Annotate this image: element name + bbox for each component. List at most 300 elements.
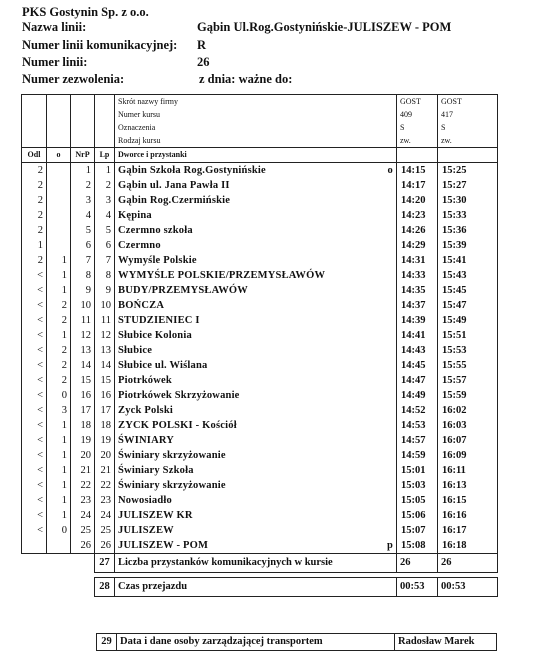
stop-name-cell [115,493,397,508]
col-odl: Odl [22,148,47,163]
stop-distance: < [22,283,47,298]
footer-number: 29 [97,634,117,651]
stop-time-course2: 15:41 [438,253,498,268]
stop-name: Czermno szkoła [118,225,193,236]
stop-row [22,223,498,238]
stop-row [22,373,498,388]
stop-lp: 14 [95,358,115,373]
stop-row [22,208,498,223]
stop-distance: < [22,493,47,508]
company-name: PKS Gostynin Sp. z o.o. [22,5,149,19]
stop-o: 1 [47,283,71,298]
meta-course2-value: S [438,121,498,134]
stop-row [22,448,498,463]
stop-time-course1: 14:53 [397,418,438,433]
stop-name: BOŃCZA [118,300,165,311]
stop-name: Słubice [118,345,153,356]
stop-distance: < [22,268,47,283]
stop-time-course1: 14:57 [397,433,438,448]
stop-o [47,178,71,193]
stop-name: WYMYŚLE POLSKIE/PRZEMYSŁAWÓW [118,270,326,281]
stop-nrp: 19 [71,433,95,448]
stop-o: 2 [47,313,71,328]
manager-footer [96,633,497,651]
stop-time-course1: 15:06 [397,508,438,523]
stop-time-course1: 14:35 [397,283,438,298]
stop-distance: < [22,523,47,538]
stop-lp: 5 [95,223,115,238]
stop-distance: < [22,358,47,373]
stop-time-course2: 15:33 [438,208,498,223]
meta-blank-cell [95,108,115,121]
stop-lp: 8 [95,268,115,283]
stop-time-course1: 14:41 [397,328,438,343]
col-nrp: NrP [71,148,95,163]
stop-time-course2: 15:49 [438,313,498,328]
stop-time-course2: 16:17 [438,523,498,538]
meta-blank-cell [47,121,71,134]
stop-name: Słubice ul. Wiślana [118,360,208,371]
stop-row [22,403,498,418]
stop-o: 1 [47,508,71,523]
meta-blank-cell [22,134,47,148]
timetable-stops [22,163,498,554]
stop-nrp: 6 [71,238,95,253]
stop-name-cell [115,388,397,403]
stop-time-course1: 14:39 [397,313,438,328]
stop-distance: < [22,343,47,358]
stop-distance: < [22,373,47,388]
stop-name-cell [115,373,397,388]
stop-distance: 2 [22,223,47,238]
meta-course1-value: GOST [397,95,438,109]
meta-blank-cell [47,134,71,148]
meta-course2-value: zw. [438,134,498,148]
stop-time-course1: 14:26 [397,223,438,238]
col-lp: Lp [95,148,115,163]
meta-course1-value: 409 [397,108,438,121]
stop-time-course2: 16:13 [438,478,498,493]
stop-time-course1: 14:52 [397,403,438,418]
stop-time-course2: 16:11 [438,463,498,478]
stop-name: JULISZEW [118,525,174,536]
stop-lp: 20 [95,448,115,463]
stop-o [47,208,71,223]
stop-row [22,478,498,493]
stop-time-course1: 14:20 [397,193,438,208]
meta-course2-value: 417 [438,108,498,121]
stop-name: JULISZEW - POM [118,540,209,551]
stop-o: 1 [47,493,71,508]
stop-distance: < [22,388,47,403]
meta-course2-value: GOST [438,95,498,109]
stop-time-course2: 15:45 [438,283,498,298]
stop-nrp: 7 [71,253,95,268]
stop-row [22,178,498,193]
stop-nrp: 17 [71,403,95,418]
meta-blank-cell [71,95,95,109]
stop-o: 1 [47,328,71,343]
stop-time-course2: 15:53 [438,343,498,358]
stop-o: 2 [47,298,71,313]
stop-name-cell [115,223,397,238]
timetable-summary [22,554,498,597]
stop-name: Kępina [118,210,152,221]
stop-lp: 24 [95,508,115,523]
travel-time-label: Czas przejazdu [115,578,397,597]
stop-time-course2: 15:59 [438,388,498,403]
stop-nrp: 18 [71,418,95,433]
stop-name: Świniary skrzyżowanie [118,480,226,491]
meta-row [22,134,498,148]
stop-distance: 2 [22,178,47,193]
stop-name-cell [115,433,397,448]
stop-name-cell [115,313,397,328]
stop-o: 1 [47,418,71,433]
stop-count-course2: 26 [438,554,498,573]
stop-time-course1: 15:07 [397,523,438,538]
stop-distance: < [22,328,47,343]
stop-row [22,358,498,373]
stop-nrp: 21 [71,463,95,478]
stop-nrp: 24 [71,508,95,523]
stop-time-course2: 15:30 [438,193,498,208]
stop-name: Wymyśle Polskie [118,255,197,266]
stop-o: 0 [47,388,71,403]
meta-blank-cell [95,134,115,148]
stop-name: Zyck Polski [118,405,174,416]
meta-blank-cell [22,95,47,109]
stop-mark: p [386,540,393,551]
timetable-column-header [22,148,498,163]
stop-time-course1: 15:05 [397,493,438,508]
stop-name-cell [115,523,397,538]
stop-distance [22,538,47,554]
meta-blank-cell [71,134,95,148]
stop-time-course2: 15:55 [438,358,498,373]
stop-time-course2: 15:51 [438,328,498,343]
meta-course1-value: S [397,121,438,134]
stop-lp: 17 [95,403,115,418]
stop-row [22,508,498,523]
stop-nrp: 3 [71,193,95,208]
stop-time-course1: 14:45 [397,358,438,373]
meta-label: Rodzaj kursu [115,134,397,148]
stop-o: 2 [47,358,71,373]
meta-blank-cell [95,95,115,109]
meta-row [22,108,498,121]
stop-name-cell [115,238,397,253]
stop-time-course2: 15:39 [438,238,498,253]
stop-lp: 15 [95,373,115,388]
stop-o: 1 [47,253,71,268]
stop-lp: 22 [95,478,115,493]
travel-time-course2: 00:53 [438,578,498,597]
meta-blank-cell [71,121,95,134]
stop-time-course1: 14:43 [397,343,438,358]
stop-time-course2: 15:25 [438,163,498,179]
stop-name: Świniary skrzyżowanie [118,450,226,461]
stop-o: 2 [47,343,71,358]
stop-time-course2: 16:18 [438,538,498,554]
stop-name-cell [115,343,397,358]
line-name-value: Gąbin Ul.Rog.Gostynińskie-JULISZEW - POM [197,20,452,34]
stop-distance: < [22,508,47,523]
travel-time-number: 28 [95,578,115,597]
stop-nrp: 22 [71,478,95,493]
meta-label: Numer kursu [115,108,397,121]
stop-distance: < [22,478,47,493]
timetable-meta [22,95,498,148]
stop-distance: 1 [22,238,47,253]
stop-lp: 6 [95,238,115,253]
stop-lp: 11 [95,313,115,328]
meta-blank-cell [22,121,47,134]
stop-nrp: 1 [71,163,95,179]
stop-name-cell [115,478,397,493]
stop-lp: 2 [95,178,115,193]
stop-distance: < [22,313,47,328]
stop-lp: 12 [95,328,115,343]
stop-o: 0 [47,523,71,538]
stop-lp: 4 [95,208,115,223]
stop-name-cell [115,163,397,179]
stop-time-course1: 15:01 [397,463,438,478]
stop-nrp: 9 [71,283,95,298]
stop-lp: 10 [95,298,115,313]
meta-course1-value: zw. [397,134,438,148]
stop-distance: < [22,448,47,463]
stop-distance: < [22,298,47,313]
stop-row [22,193,498,208]
stop-name: ZYCK POLSKI - Kościół [118,420,237,431]
stop-row [22,493,498,508]
stop-name: ŚWINIARY [118,435,175,446]
stop-distance: < [22,433,47,448]
stop-o [47,193,71,208]
stop-distance: 2 [22,253,47,268]
stop-time-course1: 15:08 [397,538,438,554]
meta-row [22,95,498,109]
meta-blank-cell [22,108,47,121]
stop-name: Gąbin Rog.Czermińskie [118,195,231,206]
stop-time-course2: 16:02 [438,403,498,418]
stop-name: JULISZEW KR [118,510,193,521]
stop-o: 3 [47,403,71,418]
stop-row [22,538,498,554]
stop-time-course1: 14:23 [397,208,438,223]
stop-time-course1: 14:31 [397,253,438,268]
stop-nrp: 10 [71,298,95,313]
stop-row [22,388,498,403]
line-number-label: Numer linii: [22,55,88,69]
stop-name-cell [115,253,397,268]
stop-name-cell [115,508,397,523]
stop-count-course1: 26 [397,554,438,573]
stop-lp: 16 [95,388,115,403]
line-number-value: 26 [197,55,210,69]
stop-o: 1 [47,478,71,493]
summary-blank-2 [22,578,95,597]
permit-label: Numer zezwolenia: [22,72,125,86]
stop-nrp: 11 [71,313,95,328]
stop-name-cell [115,418,397,433]
stop-distance: 2 [22,193,47,208]
stop-count-number: 27 [95,554,115,573]
stop-o [47,538,71,554]
col-stops: Dworce i przystanki [115,148,397,163]
summary-blank [22,554,95,573]
col-o: o [47,148,71,163]
stop-o: 1 [47,448,71,463]
stop-name-cell [115,298,397,313]
stop-lp: 1 [95,163,115,179]
stop-o: 1 [47,433,71,448]
stop-distance: 2 [22,163,47,179]
stop-row [22,418,498,433]
stop-time-course2: 16:07 [438,433,498,448]
stop-time-course2: 15:36 [438,223,498,238]
stop-row [22,463,498,478]
stop-row [22,313,498,328]
stop-time-course1: 14:49 [397,388,438,403]
col-course2-blank [438,148,498,163]
stop-lp: 3 [95,193,115,208]
stop-time-course1: 15:03 [397,478,438,493]
stop-name: Gąbin ul. Jana Pawła II [118,180,230,191]
meta-blank-cell [95,121,115,134]
stop-time-course2: 15:47 [438,298,498,313]
stop-o: 1 [47,268,71,283]
stop-lp: 7 [95,253,115,268]
stop-time-course2: 15:57 [438,373,498,388]
stop-time-course2: 15:43 [438,268,498,283]
meta-label: Skrót nazwy firmy [115,95,397,109]
stop-time-course1: 14:15 [397,163,438,179]
stop-count-label: Liczba przystanków komunikacyjnych w kursie [115,554,397,573]
stop-lp: 21 [95,463,115,478]
stop-o: 1 [47,463,71,478]
stop-name-cell [115,403,397,418]
stop-time-course1: 14:33 [397,268,438,283]
stop-name-cell [115,193,397,208]
stop-nrp: 15 [71,373,95,388]
stop-nrp: 25 [71,523,95,538]
stop-row [22,238,498,253]
stop-name-cell [115,358,397,373]
stop-time-course1: 14:59 [397,448,438,463]
col-course1-blank [397,148,438,163]
meta-blank-cell [47,95,71,109]
stop-nrp: 13 [71,343,95,358]
stop-time-course2: 16:03 [438,418,498,433]
stop-name: Słubice Kolonia [118,330,192,341]
stop-distance: < [22,403,47,418]
stop-row [22,523,498,538]
stop-name-cell [115,208,397,223]
stop-row [22,298,498,313]
stop-name-cell [115,448,397,463]
stop-time-course1: 14:29 [397,238,438,253]
stop-name-cell [115,268,397,283]
stop-row [22,283,498,298]
line-name-label: Nazwa linii: [22,20,87,34]
stop-lp: 25 [95,523,115,538]
stop-name-cell [115,538,397,554]
stop-lp: 18 [95,418,115,433]
stop-nrp: 16 [71,388,95,403]
meta-row [22,121,498,134]
stop-lp: 23 [95,493,115,508]
comm-line-number-label: Numer linii komunikacyjnej: [22,38,178,52]
stop-time-course1: 14:17 [397,178,438,193]
stop-lp: 19 [95,433,115,448]
stop-name: STUDZIENIEC I [118,315,200,326]
stop-nrp: 23 [71,493,95,508]
stop-o [47,238,71,253]
meta-label: Oznaczenia [115,121,397,134]
stop-o: 2 [47,373,71,388]
stop-name: Nowosiadło [118,495,172,506]
stop-name: Gąbin Szkoła Rog.Gostynińskie [118,165,266,176]
stop-distance: < [22,418,47,433]
stop-name: BUDY/PRZEMYSŁAWÓW [118,285,248,296]
stop-nrp: 12 [71,328,95,343]
footer-manager-name: Radosław Marek [395,634,497,651]
stop-nrp: 26 [71,538,95,554]
stop-row [22,328,498,343]
stop-lp: 9 [95,283,115,298]
stop-nrp: 5 [71,223,95,238]
stop-time-course2: 16:15 [438,493,498,508]
stop-name-cell [115,463,397,478]
stop-distance: < [22,463,47,478]
stop-lp: 26 [95,538,115,554]
stop-nrp: 8 [71,268,95,283]
stop-distance: 2 [22,208,47,223]
stop-name: Piotrkówek [118,375,172,386]
stop-name: Świniary Szkoła [118,465,194,476]
stop-time-course1: 14:47 [397,373,438,388]
stop-time-course2: 16:09 [438,448,498,463]
stop-nrp: 4 [71,208,95,223]
stop-name: Piotrkówek Skrzyżowanie [118,390,240,401]
stop-lp: 13 [95,343,115,358]
meta-blank-cell [47,108,71,121]
stop-mark: o [387,165,393,176]
stop-row [22,253,498,268]
stop-time-course2: 16:16 [438,508,498,523]
travel-time-course1: 00:53 [397,578,438,597]
stop-row [22,433,498,448]
permit-dates: z dnia: ważne do: [199,72,293,86]
stop-row [22,268,498,283]
stop-name-cell [115,328,397,343]
stop-row [22,163,498,179]
stop-o [47,223,71,238]
stop-o [47,163,71,179]
meta-blank-cell [71,108,95,121]
stop-name-cell [115,178,397,193]
stop-nrp: 14 [71,358,95,373]
stop-nrp: 2 [71,178,95,193]
comm-line-number-value: R [197,38,207,52]
footer-label: Data i dane osoby zarządzającej transportem [117,634,395,651]
timetable [21,94,498,597]
stop-time-course2: 15:27 [438,178,498,193]
stop-row [22,343,498,358]
stop-nrp: 20 [71,448,95,463]
